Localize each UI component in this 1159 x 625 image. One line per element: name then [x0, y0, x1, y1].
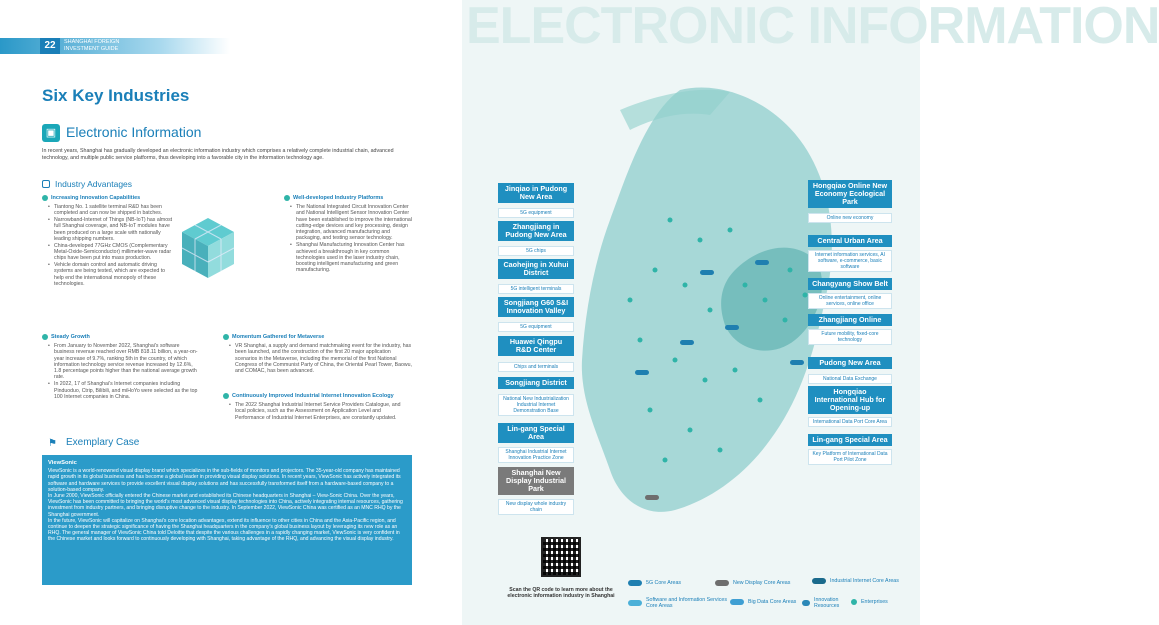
label-changyang-sub: Online entertainment, online services, online office: [808, 293, 892, 309]
label-jinqiao: Jinqiao in Pudong New Area: [498, 183, 574, 203]
growth-heading-text: Steady Growth: [51, 334, 90, 340]
legend-5g: [628, 580, 710, 586]
check-icon: [284, 195, 290, 201]
innovation-heading: [42, 195, 140, 201]
platforms-heading-text: Well-developed Industry Platforms: [293, 195, 384, 201]
label-lingang-left-sub: Shanghai Industrial Internet Innovation Practice Zone: [498, 447, 574, 463]
list-item: • The 2022 Shanghai Industrial Internet Service Providers Catalogue, and local policies, such as the Assessment on Application Level and Performance of Industrial Internet Enterprises, are constantly updated.: [229, 402, 412, 421]
legend-label: New Display Core Areas: [733, 580, 791, 586]
cube-illustration: [172, 212, 244, 284]
label-hongqiao-hub: Hongqiao International Hub for Opening-up: [808, 386, 892, 414]
legend-swatch: [802, 600, 810, 606]
label-pudong: Pudong New Area: [808, 357, 892, 369]
flag-icon: ⚑: [48, 438, 57, 449]
new-display-marker: [645, 495, 659, 500]
label-songjiang-g60: Songjiang G60 S&I Innovation Valley: [498, 297, 574, 317]
legend-swatch: [812, 578, 826, 584]
label-hongqiao-online-sub: Online new economy: [808, 213, 892, 223]
qr-caption: Scan the QR code to learn more about the electronic information industry in Shanghai: [507, 587, 615, 600]
label-new-display-park: Shanghai New Display Industrial Park: [498, 467, 574, 495]
ecology-list: [229, 402, 412, 421]
innovation-heading-text: Increasing Innovation Capabilities: [51, 195, 141, 201]
chip-icon: ▣: [42, 124, 60, 142]
label-hongqiao-hub-sub: International Data Port Core Area: [808, 417, 892, 427]
metaverse-list: [229, 343, 412, 375]
legend-big-data: [730, 599, 812, 605]
platforms-list: [290, 204, 412, 274]
check-icon: [42, 334, 48, 340]
label-lingang-right: Lin-gang Special Area: [808, 434, 892, 446]
label-huawei-qingpu: Huawei Qingpu R&D Center: [498, 336, 574, 356]
label-pudong-sub: National Data Exchange: [808, 374, 892, 384]
advantages-title: Industry Advantages: [55, 179, 133, 189]
exemplary-box: [42, 455, 412, 585]
qr-code[interactable]: [541, 537, 581, 577]
page-number: 22: [40, 38, 60, 54]
list-item: • VR Shanghai, a supply and demand matchmaking event for the industry, has been launched, and the construction of the first 20 major application scenarios in the Metaverse, including the memorial of the first National Congress of the Communist Party of China, the Oriental Pearl Tower, Baowu, and COMAC, has been advanced.: [229, 343, 412, 374]
case-paragraph: In the future, ViewSonic will capitalize on Shanghai's core location advantages, extend its influence to other cities in China and the Asia-Pacific region, and continue to deepen the strategic significance of having the Shanghai headquarters in the company's global business layout by leveraging its new role as an RHQ. The general manager of ViewSonic China told Deloitte that despite the various challenges in a rapidly changing market, ViewSonic is very confident in the Chinese market and looks forward to continuously developing with Shanghai, taking advantage of the RHQ, and advancing the visual display industry.: [48, 517, 400, 543]
label-hongqiao-online: Hongqiao Online New Economy Ecological Park: [808, 180, 892, 208]
label-new-display-park-sub: New display whole industry chain: [498, 499, 574, 515]
list-item: • From January to November 2022, Shanghai's software business revenue reached over RMB 818.11 billion, a year-on-year increase of 9.7%, ranking 5th in the country, of which information technology service revenue increased by 12.6%, 1.8 percentage points higher than the national average growth rate.: [48, 343, 198, 381]
section-title: Electronic Information: [66, 124, 202, 140]
label-songjiang-g60-sub: 5G equipment: [498, 322, 574, 332]
case-paragraph: In June 2000, ViewSonic officially entered the Chinese market and established its Chinese headquarters in Shanghai – View-Sonic China. Over the years, ViewSonic has been committed to bringing the world's most advanced visual display technologies into China, actively integrating internal resources, gathering investment from industry partners, and bringing disruptive change to the industry. In September 2022, ViewSonic China was certified as an MNC RHQ by the Shanghai government.: [48, 493, 403, 518]
label-caohejing-sub: 5G intelligent terminals: [498, 284, 574, 294]
label-songjiang-district-sub: National New Industrialization Industrial Internet Demonstration Base: [498, 394, 574, 416]
growth-list: [48, 343, 198, 401]
innovation-list: [48, 204, 176, 288]
legend-enterprises: [851, 599, 911, 605]
legend-innovation: [802, 597, 856, 609]
legend-swatch: [730, 599, 744, 605]
list-item: • China-developed 77GHz CMOS (Complementary Metal-Oxide-Semiconductor) millimeter-wave radar chips have been put into mass production.: [48, 243, 176, 262]
label-changyang: Changyang Show Belt: [808, 278, 892, 290]
legend-swatch: [715, 580, 729, 586]
legend-swatch: [628, 580, 642, 586]
publication-name: SHANGHAI FOREIGN INVESTMENT GUIDE: [64, 39, 120, 52]
page-title: Six Key Industries: [42, 86, 190, 105]
legend-industrial-internet: [812, 578, 902, 584]
check-icon: [223, 334, 229, 340]
check-icon: [42, 195, 48, 201]
label-central-urban-sub: Internet information services, AI software, e-commerce, basic software: [808, 250, 892, 272]
ecology-heading-text: Continuously Improved Industrial Internet Innovation Ecology: [232, 393, 394, 399]
legend-new-display: [715, 580, 805, 586]
company-name: ViewSonic: [48, 460, 77, 466]
label-songjiang-district: Songjiang District: [498, 377, 574, 389]
list-item: • In 2022, 17 of Shanghai's Internet companies including Pinduoduo, Ctrip, Bilibili, and miHoYo were selected as the top 100 Internet companies in China.: [48, 381, 198, 400]
legend-label: Software and Information Services Core Areas: [646, 597, 727, 609]
metaverse-heading-text: Momentum Gathered for Metaverse: [232, 334, 325, 340]
list-item: • Tiantong No. 1 satellite terminal R&D has been completed and can now be shipped in batches.: [48, 204, 176, 217]
legend-label: 5G Core Areas: [646, 580, 682, 586]
label-zhangjiang-online-sub: Future mobility, fixed-core technology: [808, 329, 892, 345]
ecology-heading: [223, 393, 394, 399]
label-caohejing: Caohejing in Xuhui District: [498, 259, 574, 279]
shield-icon: [42, 180, 50, 188]
exemplary-title: Exemplary Case: [66, 437, 140, 448]
list-item: • Shanghai Manufacturing Innovation Center has achieved a breakthrough in key common technologies used in the laser industry chain, boosting intelligent manufacturing and green manufacturing.: [290, 242, 412, 273]
platforms-heading: [284, 195, 383, 201]
legend-label: Innovation Resources: [814, 597, 840, 609]
watermark-title: ELECTRONIC INFORMATION: [466, 0, 1159, 55]
legend-software: [628, 597, 728, 609]
label-huawei-qingpu-sub: Chips and terminals: [498, 362, 574, 372]
case-paragraph: ViewSonic is a world-renowned visual display brand which specializes in the sub-fields of monitors and projectors. The 35-year-old company has maintained rapid growth in its global business and has become a global leader in providing visual display solutions. In recent years, ViewSonic has actively integrated its software and hardware services to provide excellent visual display solutions and has successfully transformed itself from a hardware-based company to a solution-based company.: [48, 468, 401, 493]
label-central-urban: Central Urban Area: [808, 235, 892, 247]
growth-heading: [42, 334, 90, 340]
list-item: • Narrowband-Internet of Things (NB-IoT) has almost full Shanghai coverage, and NB-IoT modules have been produced on a large scale with nationally leading shipping numbers.: [48, 217, 176, 242]
intro-paragraph: In recent years, Shanghai has gradually developed an electronic information industry which comprises a relatively complete industrial chain, advanced technology, and multiple public service platforms, thus developing into a favorable city in the information technology age.: [42, 148, 394, 161]
label-lingang-right-sub: Key Platform of International Data Port Pilot Zone: [808, 449, 892, 465]
legend-label: Industrial Internet Core Areas: [830, 578, 899, 584]
label-lingang-left: Lin-gang Special Area: [498, 423, 574, 443]
label-jinqiao-sub: 5G equipment: [498, 208, 574, 218]
check-icon: [223, 393, 229, 399]
legend-label: Big Data Core Areas: [748, 599, 797, 605]
label-zhangjiang-sub: 5G chips: [498, 246, 574, 256]
list-item: • The National Integrated Circuit Innovation Center and National Intelligent Sensor Innovation Center have been established to improve the international cutting-edge devices and key processing, design integration, advanced manufacturing and packaging, and testing sensor technology.: [290, 204, 412, 242]
label-zhangjiang-online: Zhangjiang Online: [808, 314, 892, 326]
label-zhangjiang: Zhangjiang in Pudong New Area: [498, 221, 574, 241]
list-item: • Vehicle domain control and automatic driving systems are being tested, which are expected to help end the international monopoly of these technologies.: [48, 262, 176, 287]
legend-label: Enterprises: [861, 599, 888, 605]
legend-swatch: [851, 599, 857, 605]
metaverse-heading: [223, 334, 324, 340]
legend-swatch: [628, 600, 642, 606]
